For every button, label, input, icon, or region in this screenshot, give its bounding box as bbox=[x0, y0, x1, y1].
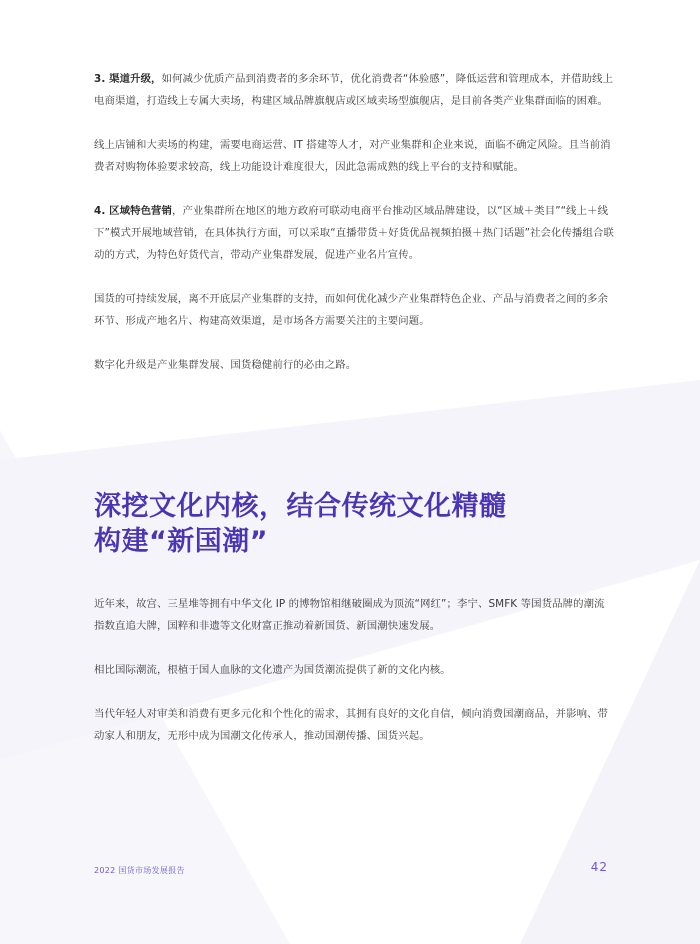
paragraph-regional-marketing bbox=[94, 200, 614, 266]
paragraph-lead-regional-marketing: 4. 区域特色营销 bbox=[94, 205, 173, 217]
footer-report-title: 2022 国货市场发展报告 bbox=[94, 866, 185, 875]
paragraph-sustainable-development: 国货的可持续发展，离不开底层产业集群的支持，而如何优化减少产业集群特色企业、产品与消费者之间的多余环节、形成产地名片、构建高效渠道，是市场各方需要关注的主要问题。 bbox=[94, 293, 609, 327]
headline-line-2: 构建“新国潮” bbox=[94, 526, 268, 557]
paragraph-cultural-core: 相比国际潮流，根植于国人血脉的文化遗产为国货潮流提供了新的文化内核。 bbox=[94, 664, 451, 676]
paragraph-lead-channel-upgrade: 3. 渠道升级， bbox=[94, 73, 162, 85]
paragraph-digital-upgrade: 数字化升级是产业集群发展、国货稳健前行的必由之路。 bbox=[94, 359, 357, 371]
paragraph-channel-upgrade bbox=[94, 68, 614, 112]
paragraph-young-consumers: 当代年轻人对审美和消费有更多元化和个性化的需求，其拥有良好的文化自信，倾向消费国潮商品，并影响、带动家人和朋友，无形中成为国潮文化传承人，推动国潮传播、国货兴起。 bbox=[94, 708, 609, 742]
paragraph-online-store: 线上店铺和大卖场的构建，需要电商运营、IT 搭建等人才，对产业集群和企业来说，面临不确定风险。且当前消费者对购物体验要求较高，线上功能设计难度很大，因此急需成熟的线上平台的支持和赋能。 bbox=[94, 139, 611, 173]
section-new-guochao bbox=[94, 593, 614, 747]
headline-line-1: 深挖文化内核，结合传统文化精髓 bbox=[94, 491, 507, 522]
section-channel-and-marketing bbox=[94, 68, 614, 376]
footer-page-number: 42 bbox=[590, 860, 608, 874]
paragraph-text-channel-upgrade: 如何减少优质产品到消费者的多余环节，优化消费者“体验感”，降低运营和管理成本，并借助线上电商渠道，打造线上专属大卖场，构建区域品牌旗舰店或区域卖场型旗舰店，是目前各类产业集群面临的困难。 bbox=[94, 73, 614, 107]
paragraph-museum-ip: 近年来，故宫、三星堆等拥有中华文化 IP 的博物馆相继破圈成为顶流“网红”；李宁、SMFK 等国货品牌的潮流指数直追大牌，国粹和非遗等文化财富正推动着新国货、新国潮快速发展。 bbox=[94, 598, 605, 632]
paragraph-text-regional-marketing: ，产业集群所在地区的地方政府可联动电商平台推动区域品牌建设，以“区域＋类目”“线上＋线下”模式开展地域营销，在具体执行方面，可以采取“直播带货＋好货优品视频拍摄＋热门话题”社会化传播组合联动的方式，为特色好货代言，带动产业集群发展，促进产业名片宣传。 bbox=[94, 205, 614, 261]
section-headline bbox=[94, 489, 614, 559]
